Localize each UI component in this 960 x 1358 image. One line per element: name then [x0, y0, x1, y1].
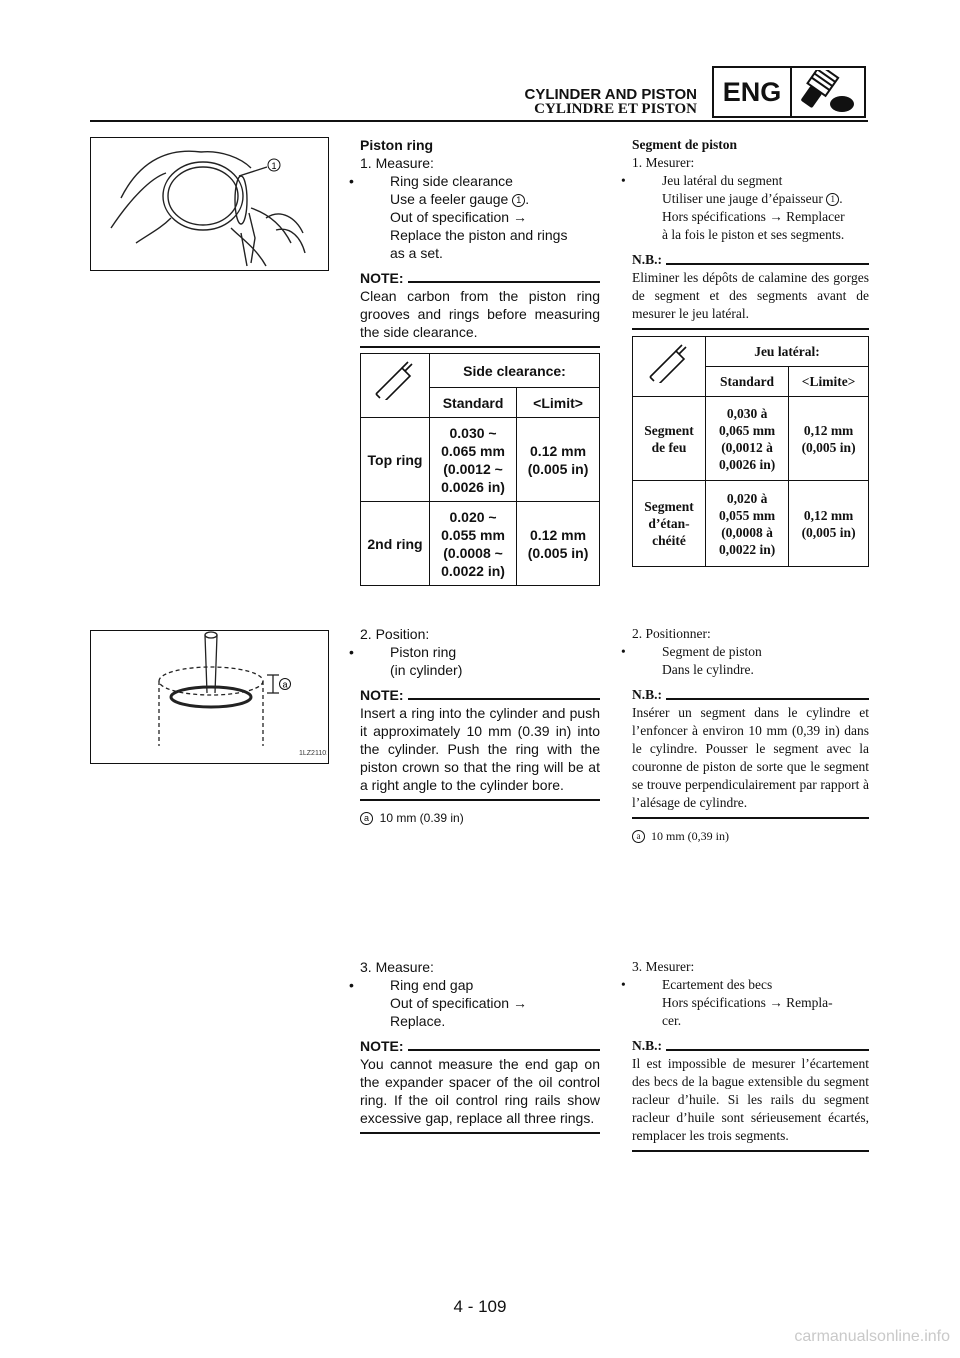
en-s3-note: You cannot measure the end gap on the expander spacer of the oil control ring. If the oil control ring rails show excessive gap, replace all three rings. [360, 1056, 600, 1126]
en-row-label: Top ring [361, 418, 430, 502]
watermark: carmanualsonline.info [794, 1328, 950, 1345]
callout-a [280, 679, 291, 690]
fr-s1-note-head: N.B.: [632, 252, 869, 269]
svg-text:a: a [282, 679, 288, 690]
fr-s3-step: 3. Mesurer: [632, 959, 695, 974]
en-s3-line1: Out of specification → [390, 995, 527, 1011]
en-s3-step: 3. Measure: [360, 959, 434, 975]
table-row [633, 397, 869, 481]
fr-s1-note: Eliminer les dépôts de calamine des gorges de segment et des segments avant de mesurer le jeu latéral. [632, 270, 869, 321]
en-s1-line2: Out of specification → [390, 209, 527, 225]
fr-s1-line3: à la fois le piston et ses segments. [662, 227, 845, 242]
section-title-en: CYLINDER AND PISTON [524, 86, 697, 103]
fr-row-limit: 0,12 mm (0,005 in) [789, 481, 869, 567]
table-row [361, 418, 600, 502]
en-row-standard: 0.020 ~ 0.055 mm (0.0008 ~ 0.0022 in) [430, 502, 517, 586]
fr-table-head-standard: Standard [706, 367, 789, 397]
fr-section-position [632, 625, 869, 845]
figure-code: 1LZ21101 [299, 750, 327, 757]
en-row-limit: 0.12 mm (0.005 in) [517, 418, 600, 502]
en-table-head-standard: Standard [430, 388, 517, 418]
en-section-end-gap [360, 958, 600, 1134]
fr-s2-line1: Dans le cylindre. [662, 662, 754, 677]
fr-s2-bullet: • Segment de piston [632, 643, 869, 661]
fr-table-title: Jeu latéral: [706, 337, 869, 367]
fr-s2-step: 2. Positionner: [632, 626, 711, 641]
en-s1-line1: Use a feeler gauge 1 . [390, 191, 530, 207]
en-s2-bullet: • Piston ring [360, 643, 600, 661]
en-section-piston-ring [360, 136, 600, 348]
en-row-standard: 0.030 ~ 0.065 mm (0.0012 ~ 0.0026 in) [430, 418, 517, 502]
fr-s3-line1: Hors spécifications → Rempla- [662, 995, 833, 1010]
fr-s1-bullet: • Jeu latéral du segment [632, 172, 869, 190]
fr-side-clearance-table [632, 336, 869, 567]
fr-section-end-gap [632, 958, 869, 1152]
engine-tool-icon [792, 70, 862, 114]
header-rule [90, 120, 868, 122]
ref-1: 1 [826, 193, 839, 206]
caliper-icon [646, 341, 692, 383]
en-s2-note-head: NOTE: [360, 687, 600, 704]
fr-s2-note: Insérer un segment dans le cylindre et l’enfoncer à environ 10 mm (0,39 in) dans le cylindre. Pousser le segment avec la couronne de piston de sorte que le segment se trouve perpendiculairement par rapport à l’alésage de cylindre. [632, 705, 869, 810]
fr-s3-note-end [632, 1150, 869, 1152]
en-s3-line2: Replace. [390, 1013, 446, 1029]
fr-s1-step: 1. Mesurer: [632, 155, 695, 170]
en-row-limit: 0.12 mm (0.005 in) [517, 502, 600, 586]
fr-row-standard: 0,030 à 0,065 mm (0,0012 à 0,0026 in) [706, 397, 789, 481]
en-s2-step: 2. Position: [360, 626, 430, 642]
en-s1-line3: Replace the piston and rings [390, 227, 568, 243]
fr-s2-ref: a 10 mm (0,39 in) [632, 827, 869, 845]
fr-s2-note-head: N.B.: [632, 687, 869, 704]
feeler-gauge-figure [90, 137, 329, 271]
fr-row-label: Segment d’étan- chéité [633, 481, 706, 567]
fr-s3-line2: cer. [662, 1013, 682, 1028]
fr-s1-line2: Hors spécifications → Remplacer [662, 209, 845, 224]
en-s3-bullet: • Ring end gap [360, 976, 600, 994]
en-s1-title: Piston ring [360, 137, 434, 153]
en-s1-line4: as a set. [390, 245, 443, 261]
eng-label: ENG [714, 68, 792, 116]
caliper-icon-cell [633, 337, 706, 397]
section-title-fr: CYLINDRE ET PISTON [534, 101, 697, 117]
caliper-icon-cell [361, 354, 430, 418]
fr-s3-note: Il est impossible de mesurer l’écartement des becs de la bague extensible du segment racleur d’huile. Si les rails du segment racleur d’huile sont sérieusement écartés, remplacer les trois segments. [632, 1056, 869, 1143]
fr-row-standard: 0,020 à 0,055 mm (0,0008 à 0,0022 in) [706, 481, 789, 567]
feeler-gauge-illustration [91, 138, 327, 269]
en-s1-bullet: • Ring side clearance [360, 172, 600, 190]
en-s2-ref: a 10 mm (0.39 in) [360, 809, 600, 827]
en-s1-note-end [360, 346, 600, 348]
ref-1: 1 [512, 194, 525, 207]
en-s1-note-head: NOTE: [360, 270, 600, 287]
fr-s1-title: Segment de piston [632, 137, 738, 152]
ring-position-figure [90, 630, 329, 764]
en-side-clearance-table [360, 353, 600, 586]
en-s1-step: 1. Measure: [360, 155, 434, 171]
fr-table-head-limit: <Limite> [789, 367, 869, 397]
fr-s1-line1: Utiliser une jauge d’épaisseur 1 . [662, 191, 843, 206]
page-number: 4 - 109 [453, 1297, 507, 1316]
en-s3-note-head: NOTE: [360, 1038, 600, 1055]
en-s1-note: Clean carbon from the piston ring grooves and rings before measuring the side clearance. [360, 288, 600, 340]
fr-section-segment [632, 136, 869, 330]
fr-row-label: Segment de feu [633, 397, 706, 481]
table-row [633, 481, 869, 567]
en-table-title: Side clearance: [430, 354, 600, 388]
callout-1 [268, 159, 280, 171]
eng-chapter-badge [712, 66, 866, 118]
ring-in-cylinder-illustration [91, 631, 327, 762]
fr-row-limit: 0,12 mm (0,005 in) [789, 397, 869, 481]
fr-s1-note-end [632, 328, 869, 330]
en-row-label: 2nd ring [361, 502, 430, 586]
en-s2-note: Insert a ring into the cylinder and push it approximately 10 mm (0.39 in) into the cylinder. Push the ring with the piston crown so that the ring will be at a right angle to the cylinder bore. [360, 705, 600, 793]
svg-text:1: 1 [271, 161, 277, 171]
en-section-position [360, 625, 600, 827]
caliper-icon [372, 358, 418, 400]
en-s3-note-end [360, 1132, 600, 1134]
fr-s3-bullet: • Ecartement des becs [632, 976, 869, 994]
table-row [361, 502, 600, 586]
en-table-head-limit: <Limit> [517, 388, 600, 418]
en-s2-line1: (in cylinder) [390, 662, 463, 678]
fr-s3-note-head: N.B.: [632, 1038, 869, 1055]
